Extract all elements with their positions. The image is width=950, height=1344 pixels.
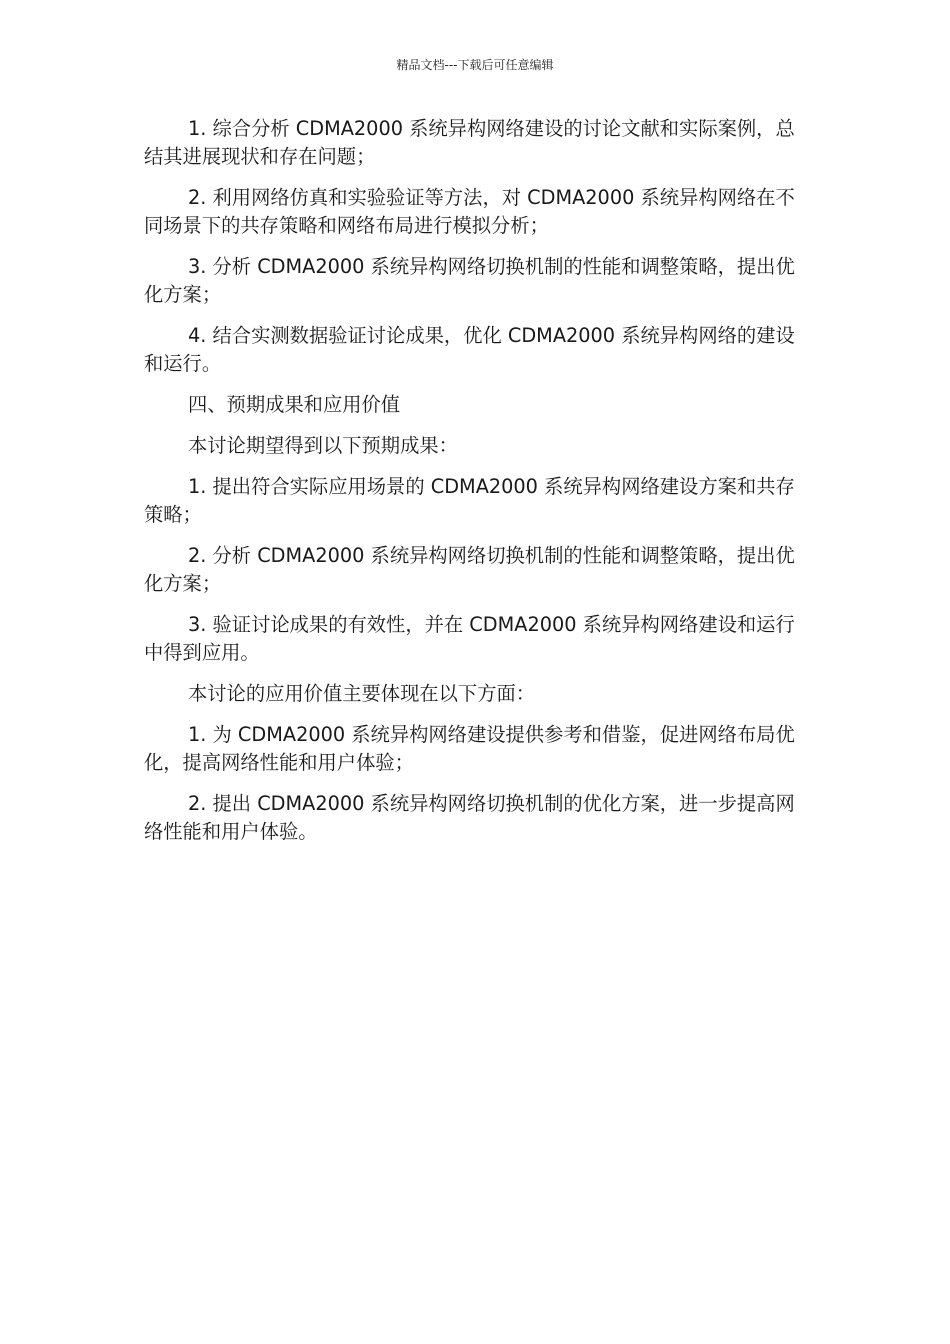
section-heading: 四、预期成果和应用价值 (188, 393, 401, 416)
paragraph-method-1: 1. 综合分析 CDMA2000 系统异构网络建设的讨论文献和实际案例，总结其进展现状和存在问题； (144, 117, 795, 168)
paragraph-intro-value: 本讨论的应用价值主要体现在以下方面： (188, 682, 536, 705)
paragraph-method-2: 2. 利用网络仿真和实验验证等方法，对 CDMA2000 系统异构网络在不同场景下的共存策略和网络布局进行模拟分析； (144, 186, 795, 237)
paragraph-intro-outcomes: 本讨论期望得到以下预期成果： (188, 434, 458, 457)
paragraph-value-1: 1. 为 CDMA2000 系统异构网络建设提供参考和借鉴，促进网络布局优化，提高网络性能和用户体验； (144, 723, 795, 774)
paragraph-value-2: 2. 提出 CDMA2000 系统异构网络切换机制的优化方案，进一步提高网络性能和用户体验。 (144, 792, 795, 843)
page-header: 精品文档---下载后可任意编辑 (396, 58, 554, 72)
paragraph-outcome-1: 1. 提出符合实际应用场景的 CDMA2000 系统异构网络建设方案和共存策略； (144, 475, 795, 526)
paragraph-method-4: 4. 结合实测数据验证讨论成果，优化 CDMA2000 系统异构网络的建设和运行。 (144, 324, 795, 375)
paragraph-method-3: 3. 分析 CDMA2000 系统异构网络切换机制的性能和调整策略，提出优化方案； (144, 255, 795, 306)
paragraph-outcome-2: 2. 分析 CDMA2000 系统异构网络切换机制的性能和调整策略，提出优化方案； (144, 544, 795, 595)
document-body (144, 115, 800, 859)
paragraph-outcome-3: 3. 验证讨论成果的有效性，并在 CDMA2000 系统异构网络建设和运行中得到应用。 (144, 613, 795, 664)
